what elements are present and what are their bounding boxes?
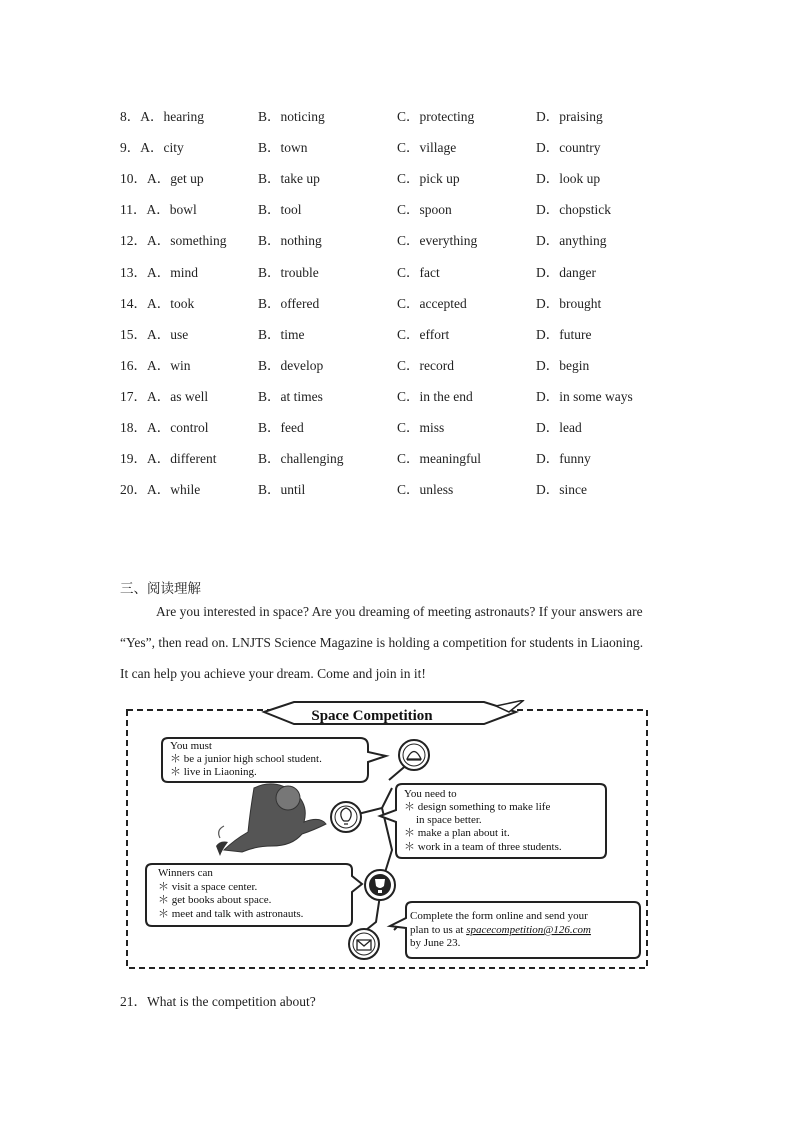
box3-line: ＊ visit a space center. (158, 881, 258, 893)
option-d: D．future (536, 326, 592, 342)
box4-line-2 (410, 924, 591, 936)
box1-line: ＊ live in Liaoning. (170, 766, 257, 778)
option-b: B．until (258, 482, 306, 498)
option-c: C．effort (397, 326, 450, 342)
option-a: 11．A．bowl (120, 202, 197, 218)
option-c: C．spoon (397, 202, 452, 218)
option-d: D．since (536, 482, 587, 498)
option-a: 15．A．use (120, 326, 189, 342)
option-d: D．danger (536, 264, 596, 280)
box3-line: Winners can (158, 867, 213, 879)
section-title: 三、阅读理解 (120, 581, 201, 597)
box1-line: You must (170, 740, 212, 752)
option-a: 8．A．hearing (120, 109, 204, 124)
question-21: 21．What is the competition about? (120, 994, 316, 1009)
poster-title: Space Competition (311, 708, 433, 724)
option-b: B．nothing (258, 233, 322, 249)
option-b: B．feed (258, 420, 304, 435)
option-b: B．offered (258, 295, 320, 311)
question-row (0, 167, 794, 187)
option-b: B．noticing (258, 109, 325, 124)
question-row (0, 292, 794, 312)
question-row (0, 447, 794, 467)
option-d: D．anything (536, 233, 607, 249)
email-address: spacecompetition@126.com (466, 924, 591, 936)
option-b: B．time (258, 326, 305, 342)
option-a: 9．A．city (120, 140, 184, 156)
box2-line: in space better. (416, 814, 482, 826)
question-row (0, 416, 794, 436)
box3-line: ＊ meet and talk with astronauts. (158, 908, 304, 920)
option-d: D．in some ways (536, 388, 633, 404)
option-a: 17．A．as well (120, 388, 209, 404)
option-a: 18．A．control (120, 420, 209, 435)
question-row (0, 385, 794, 405)
question-row (0, 354, 794, 374)
question-row (0, 323, 794, 343)
option-a: 10．A．get up (120, 171, 204, 187)
option-c: C．unless (397, 482, 454, 498)
option-b: B．at times (258, 388, 323, 404)
option-c: C．pick up (397, 171, 460, 187)
question-row (0, 198, 794, 218)
box2-line: ＊ make a plan about it. (404, 827, 510, 839)
question-row (0, 136, 794, 156)
box2-line: You need to (404, 788, 457, 800)
box3-line: ＊ get books about space. (158, 894, 272, 906)
intro-line-1: Are you interested in space? Are you dreaming of meeting astronauts? If your answers are (156, 604, 643, 619)
option-d: D．funny (536, 451, 591, 467)
option-d: D．lead (536, 420, 582, 435)
option-a: 20．A．while (120, 482, 201, 498)
box1-line: ＊ be a junior high school student. (170, 753, 322, 765)
option-d: D．country (536, 140, 601, 156)
option-d: D．praising (536, 109, 603, 124)
option-b: B．tool (258, 202, 302, 218)
box4-line-3: by June 23. (410, 937, 461, 949)
option-c: C．protecting (397, 109, 475, 124)
box4-line-1: Complete the form online and send your (410, 910, 588, 922)
option-a: 19．A．different (120, 451, 217, 467)
option-a: 14．A．took (120, 295, 195, 311)
option-c: C．everything (397, 233, 478, 249)
question-row (0, 478, 794, 498)
option-a: 12．A．something (120, 233, 227, 249)
intro-line-3: It can help you achieve your dream. Come and join in it! (120, 666, 426, 681)
option-d: D．look up (536, 171, 601, 187)
box2-line: ＊ design something to make life (404, 801, 551, 813)
option-b: B．trouble (258, 264, 319, 280)
option-b: B．challenging (258, 451, 344, 467)
box2-line: ＊ work in a team of three students. (404, 841, 562, 853)
option-a: 13．A．mind (120, 264, 199, 280)
option-c: C．village (397, 140, 457, 156)
question-row (0, 105, 794, 125)
option-c: C．miss (397, 420, 445, 435)
option-b: B．town (258, 140, 308, 156)
option-c: C．accepted (397, 295, 467, 311)
option-d: D．chopstick (536, 202, 611, 218)
option-d: D．begin (536, 357, 590, 373)
option-b: B．take up (258, 171, 320, 187)
space-competition-poster (124, 700, 650, 972)
option-b: B．develop (258, 357, 324, 373)
option-c: C．in the end (397, 388, 473, 404)
option-c: C．fact (397, 264, 440, 280)
intro-line-2: “Yes”, then read on. LNJTS Science Magazine is holding a competition for students in Liaoning. (120, 635, 644, 650)
option-a: 16．A．win (120, 357, 191, 373)
question-row (0, 261, 794, 281)
astronaut-illustration (216, 784, 326, 856)
box4-prefix: plan to us at (410, 924, 467, 936)
option-c: C．record (397, 357, 454, 373)
option-c: C．meaningful (397, 451, 481, 467)
option-d: D．brought (536, 295, 602, 311)
question-row (0, 229, 794, 249)
